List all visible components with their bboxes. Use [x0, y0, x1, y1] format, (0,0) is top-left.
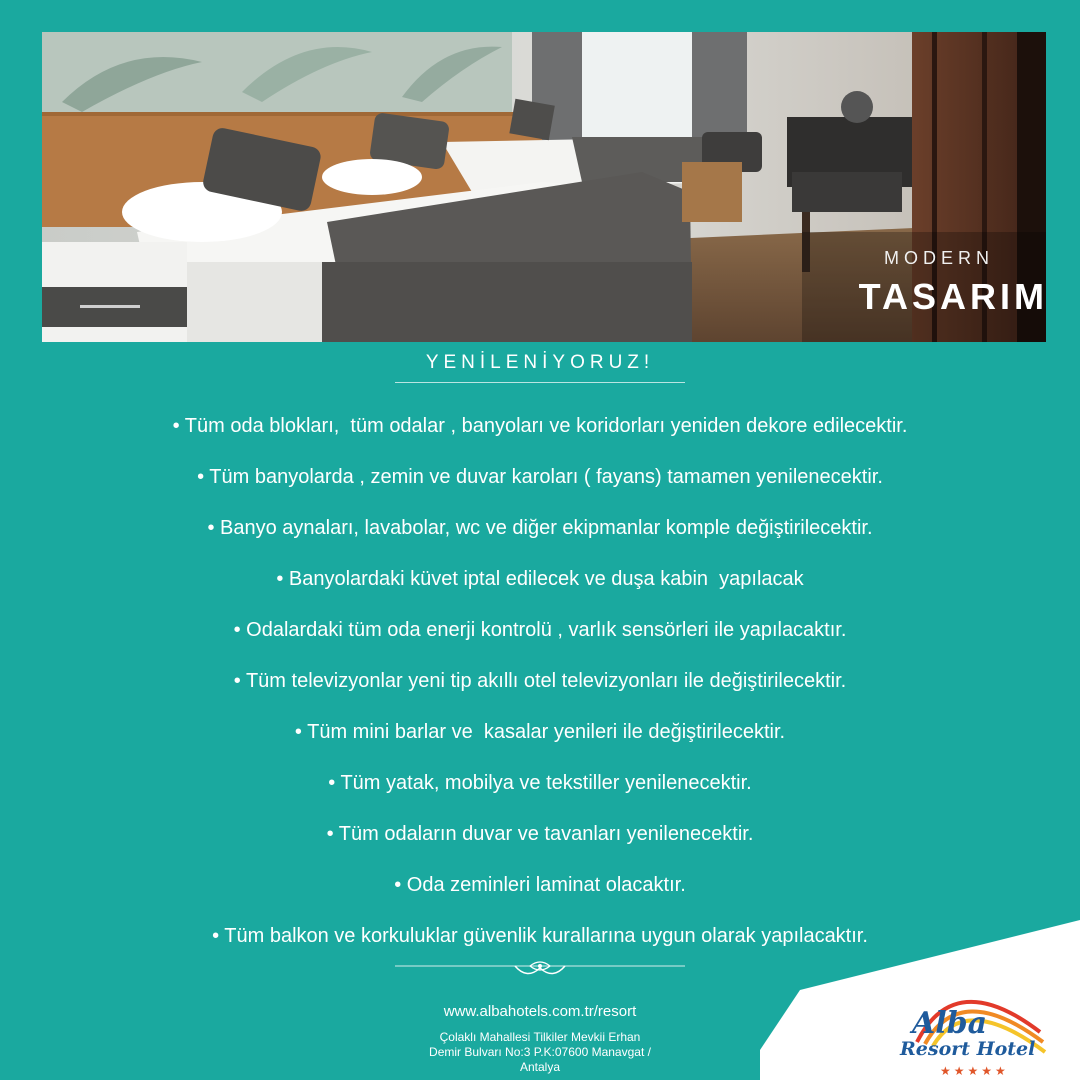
subtitle: YENİLENİYORUZ! [425, 352, 655, 373]
hero-caption-large: TASARIM [858, 276, 1048, 317]
address [370, 1030, 710, 1075]
subtitle-divider [395, 382, 685, 383]
list-item: • Tüm yatak, mobilya ve tekstiller yenilenecektir. [328, 772, 752, 794]
logo-stars: ★★★★★ [940, 1064, 1009, 1078]
logo-tagline: Resort Hotel [900, 1038, 1036, 1060]
address-line: Demir Bulvarı No:3 P.K:07600 Manavgat / [429, 1045, 651, 1059]
website-link[interactable]: www.albahotels.com.tr/resort [443, 1003, 637, 1020]
list-item: • Tüm balkon ve korkuluklar güvenlik kurallarına uygun olarak yapılacaktır. [212, 925, 868, 947]
hero-caption-small: MODERN [884, 248, 994, 268]
address-line: Çolaklı Mahallesi Tilkiler Mevkii Erhan [439, 1030, 641, 1044]
ornament-divider [395, 956, 685, 986]
list-item: • Tüm banyolarda , zemin ve duvar karoları ( fayans) tamamen yenilenecektir. [197, 466, 883, 488]
list-item: • Tüm oda blokları, tüm odalar , banyoları ve koridorları yeniden dekore edilecektir. [172, 415, 908, 437]
list-item: • Tüm mini barlar ve kasalar yenileri ile değiştirilecektir. [294, 721, 786, 743]
list-item: • Banyolardaki küvet iptal edilecek ve duşa kabin yapılacak [276, 568, 804, 590]
list-item: • Oda zeminleri laminat olacaktır. [394, 874, 686, 896]
list-item: • Odalardaki tüm oda enerji kontrolü , varlık sensörleri ile yapılacaktır. [233, 619, 847, 641]
list-item: • Tüm odaların duvar ve tavanları yenilenecektir. [326, 823, 754, 845]
list-item: • Banyo aynaları, lavabolar, wc ve diğer ekipmanlar komple değiştirilecektir. [207, 517, 873, 539]
address-line: Antalya [519, 1060, 561, 1074]
list-item: • Tüm televizyonlar yeni tip akıllı otel televizyonları ile değiştirilecektir. [233, 670, 847, 692]
renovation-list [0, 406, 1080, 967]
logo-name: Alba [912, 1006, 988, 1041]
